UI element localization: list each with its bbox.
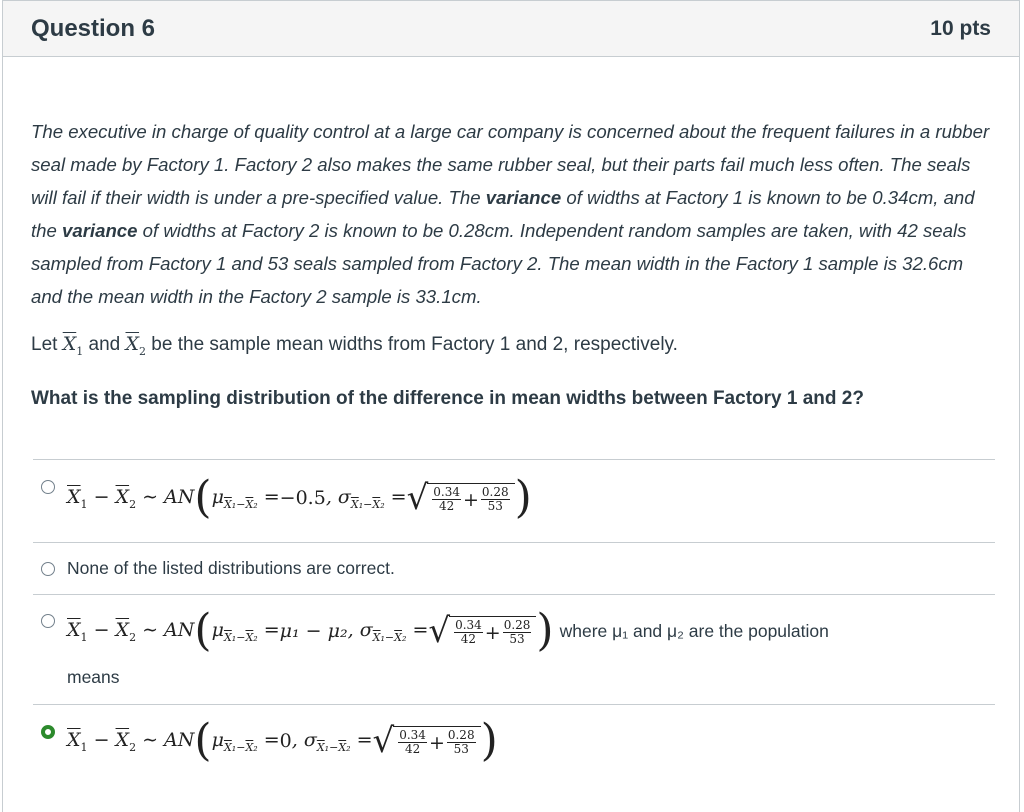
- radio-button-4-selected[interactable]: [41, 725, 55, 739]
- frac1-den: 42: [460, 632, 477, 646]
- answer-option-4[interactable]: [33, 704, 995, 804]
- answer-list: [33, 459, 995, 804]
- question-card: [2, 0, 1020, 812]
- frac2-den: 53: [453, 742, 469, 756]
- mean-value-1: −0.5: [279, 487, 326, 509]
- question-header: [3, 0, 1019, 57]
- answer-formula-4: $\overline{X}_1 - \overline{X}_2$ ∼ AN ( $\mu_{\overline{X}_1-\overline{X}_2}$ = 0 , $\sigma_{\overline{X}_1-\overline{X}_2}$ = √ $\frac{0.34}{42}$ + $\frac{0.28}{53}$ ): [67, 715, 498, 766]
- question-text: What is the sampling distribution of the difference in mean widths between Factory 1 and 2?: [31, 387, 864, 409]
- frac1-den: 42: [438, 499, 455, 513]
- let-statement: [31, 329, 991, 367]
- xbar1-symbol: $\overline{X}_1$: [62, 333, 84, 358]
- answer-option-2[interactable]: [33, 542, 995, 594]
- question-title: Question 6: [31, 14, 156, 42]
- frac2-num: 0.28: [447, 728, 475, 742]
- frac1-num: 0.34: [399, 728, 426, 742]
- question-body: [3, 57, 1019, 414]
- frac2-den: 53: [509, 632, 525, 646]
- paragraph-text-2: of widths at Factory 1 is known to be 0.34cm, and the: [31, 187, 975, 241]
- paragraph-text-3: of widths at Factory 2 is known to be 0.28cm. Independent random samples are taken, with 42 seals sampled from Factory 1 and 53 seals sampled from Factory 2. The mean width in the Factory 1 sample is 32.6cm and the mean width in the Factory 2 sample is 33.1cm.: [31, 220, 967, 307]
- radio-button-3[interactable]: [41, 614, 55, 628]
- frac1-den: 42: [404, 742, 421, 756]
- question-points: 10 pts: [930, 16, 991, 40]
- answer-continuation-3: means: [67, 667, 120, 687]
- radio-button-2[interactable]: [41, 562, 55, 576]
- mean-value-4: 0: [279, 730, 292, 752]
- paragraph-text-1: The executive in charge of quality control at a large car company is concerned about the frequent failures in a rubber seal made by Factory 1. Factory 2 also makes the same rubber seal, but their parts fail much less often. The seals will fail if their width is under a pre-specified value. The: [31, 121, 990, 208]
- let-suffix: be the sample mean widths from Factory 1 and 2, respectively.: [146, 334, 678, 355]
- bold-variance-1: variance: [485, 187, 562, 208]
- answer-text-2: None of the listed distributions are correct.: [67, 558, 395, 578]
- question-paragraph: [31, 115, 991, 313]
- answer-formula-1: $\overline{X}_1 - \overline{X}_2$ ∼ AN ( $\mu_{\overline{X}_1-\overline{X}_2}$ = −0.5 , $\sigma_{\overline{X}_1-\overline{X}_2}$ = √ $\frac{0.34}{42}$ + $\frac{0.28}{53}$ ): [67, 472, 532, 523]
- let-middle: and: [83, 334, 126, 355]
- frac2-num: 0.28: [481, 485, 509, 499]
- answer-option-1[interactable]: [33, 459, 995, 542]
- answer-option-3[interactable]: [33, 594, 995, 704]
- mean-value-3: μ₁ − μ₂: [279, 620, 348, 642]
- answer-formula-3: $\overline{X}_1 - \overline{X}_2$ ∼ AN ( $\mu_{\overline{X}_1-\overline{X}_2}$ = μ₁ − μ₂ , $\sigma_{\overline{X}_1-\overline{X}_2}$ = √ $\frac{0.34}{42}$ + $\frac{0.28}{53}$ ) where μ₁ and μ₂ are the population: [67, 605, 829, 656]
- radio-button-1[interactable]: [41, 480, 55, 494]
- answer-suffix-3: where μ₁ and μ₂ are the population: [559, 620, 829, 641]
- frac1-num: 0.34: [433, 485, 460, 499]
- let-prefix: Let: [31, 334, 63, 355]
- frac2-num: 0.28: [503, 618, 531, 632]
- bold-variance-2: variance: [62, 220, 138, 241]
- frac1-num: 0.34: [455, 618, 482, 632]
- frac2-den: 53: [487, 499, 503, 513]
- xbar2-symbol: $\overline{X}_2$: [125, 333, 147, 358]
